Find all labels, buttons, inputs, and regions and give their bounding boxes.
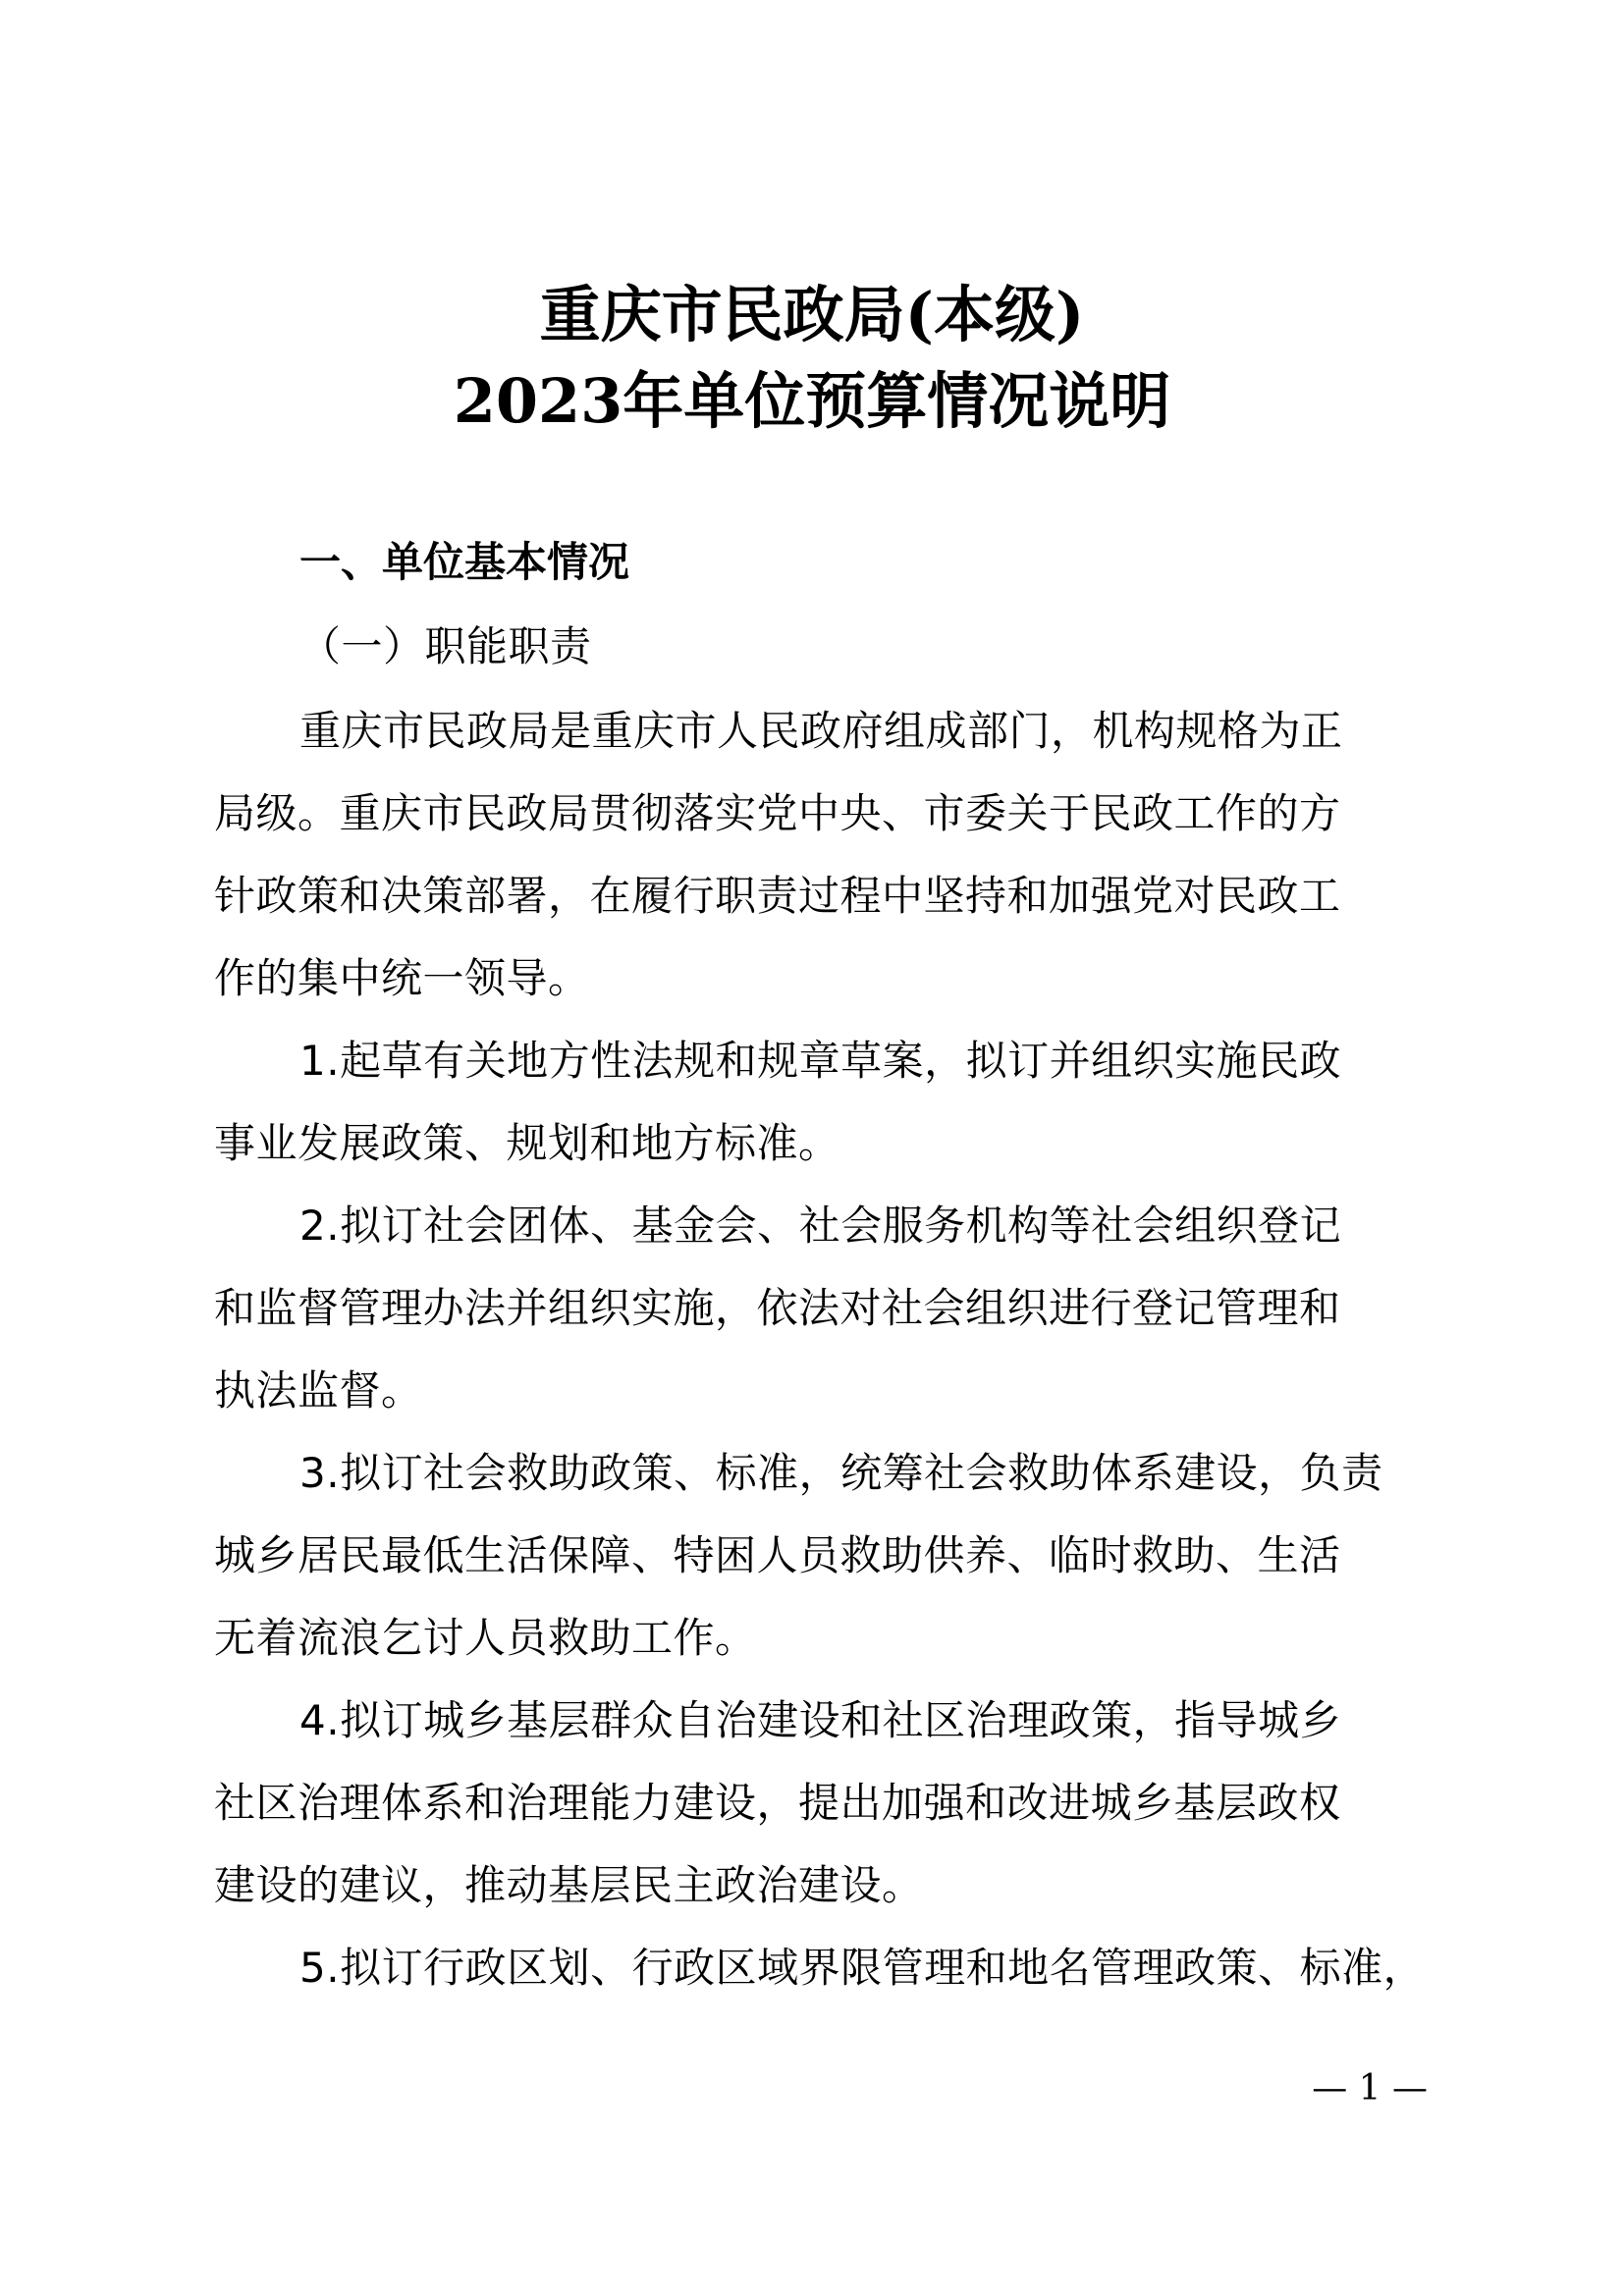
document-title-line-1: 重庆市民政局(本级): [539, 279, 1085, 350]
item-4-line-3: 建设的建议，推动基层民主政治建设。: [214, 1861, 924, 1909]
item-1-line-2: 事业发展政策、规划和地方标准。: [214, 1119, 840, 1167]
item-3-line-2: 城乡居民最低生活保障、特困人员救助供养、临时救助、生活: [214, 1531, 1341, 1579]
item-2-line-2: 和监督管理办法并组织实施，依法对社会组织进行登记管理和: [214, 1284, 1341, 1332]
page-number: — 1 —: [1312, 2068, 1428, 2109]
intro-line-4: 作的集中统一领导。: [214, 954, 590, 1002]
item-2-line-3: 执法监督。: [214, 1366, 423, 1415]
intro-line-2: 局级。重庆市民政局贯彻落实党中央、市委关于民政工作的方: [214, 789, 1341, 837]
item-2-line-1: 2.拟订社会团体、基金会、社会服务机构等社会组织登记: [299, 1201, 1342, 1250]
item-4-line-2: 社区治理体系和治理能力建设，提出加强和改进城乡基层政权: [214, 1779, 1341, 1827]
section-heading: 一、单位基本情况: [299, 538, 630, 586]
item-5-line-1: 5.拟订行政区划、行政区域界限管理和地名管理政策、标准，: [299, 1944, 1426, 1992]
item-3-line-3: 无着流浪乞讨人员救助工作。: [214, 1614, 757, 1662]
item-4-line-1: 4.拟订城乡基层群众自治建设和社区治理政策，指导城乡: [299, 1696, 1342, 1744]
intro-line-1: 重庆市民政局是重庆市人民政府组成部门，机构规格为正: [299, 707, 1343, 755]
item-1-line-1: 1.起草有关地方性法规和规章草案，拟订并组织实施民政: [299, 1037, 1342, 1085]
item-3-line-1: 3.拟订社会救助政策、标准，统筹社会救助体系建设，负责: [299, 1449, 1383, 1497]
subsection-heading: （一）职能职责: [299, 622, 592, 670]
document-title-line-2: 2023年单位预算情况说明: [453, 365, 1171, 437]
intro-line-3: 针政策和决策部署，在履行职责过程中坚持和加强党对民政工: [214, 872, 1341, 920]
